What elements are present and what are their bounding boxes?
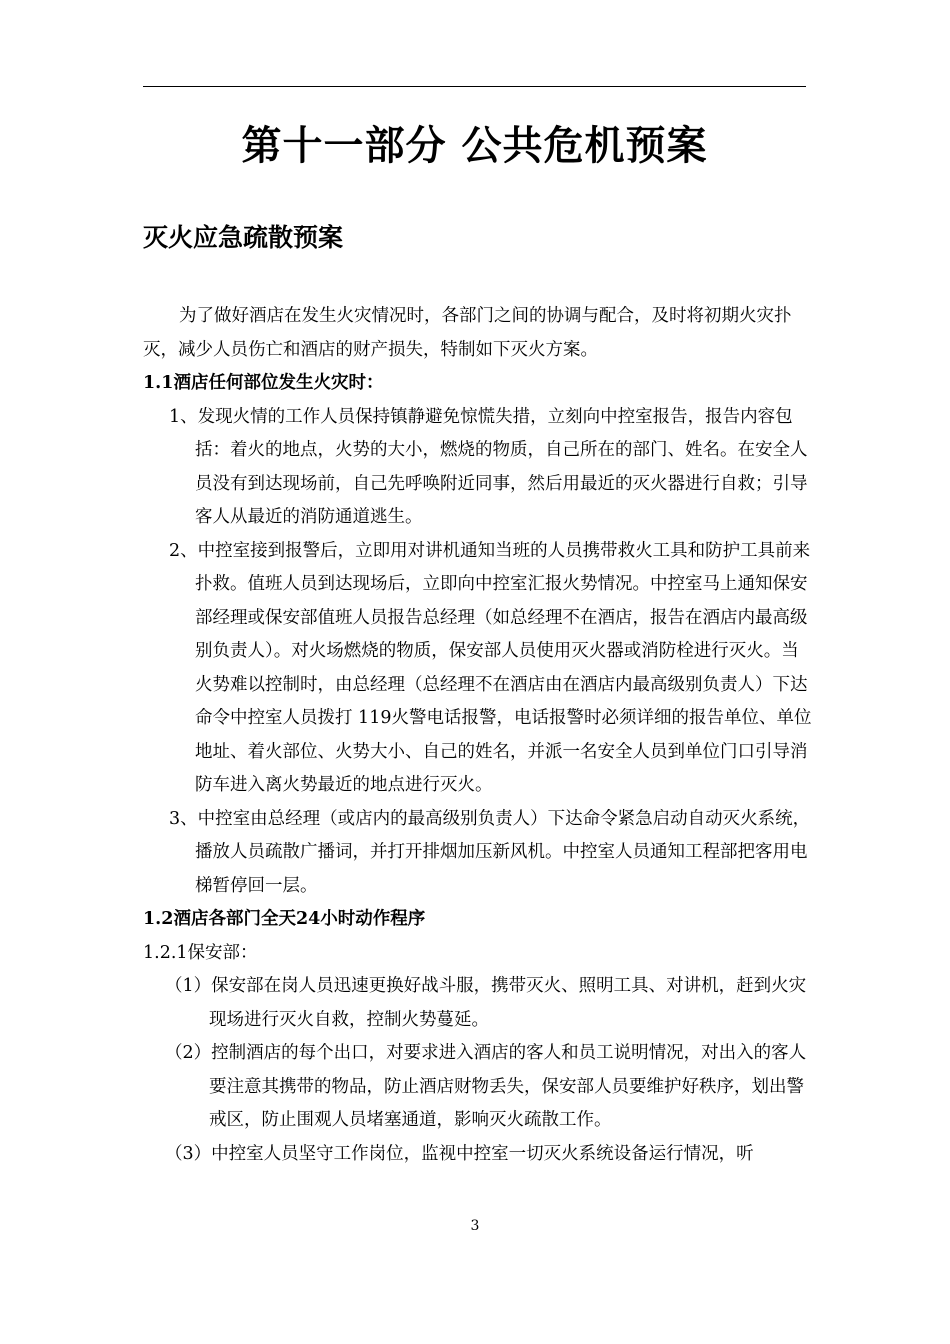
page-number: 3 <box>470 1218 480 1234</box>
section-heading-1-1: 1.1酒店任何部位发生火灾时： <box>143 373 384 393</box>
list-item: （2）控制酒店的每个出口，对要求进入酒店的客人和员工说明情况，对出入的客人要注意其携带的物品，防止酒店财物丢失，保安部人员要维护好秩序，划出警戒区，防止围观人员堵塞通道，影响灭火疏散工作。 <box>165 1043 807 1130</box>
page-title: 第十一部分 公共危机预案 <box>241 122 708 169</box>
section-heading-1-2: 1.2酒店各部门全天24小时动作程序 <box>143 909 426 929</box>
list-item: 2、中控室接到报警后，立即用对讲机通知当班的人员携带救火工具和防护工具前来扑救。值班人员到达现场后，立即向中控室汇报火势情况。中控室马上通知保安部经理或保安部值班人员报告总经理（如总经理不在酒店，报告在酒店内最高级别负责人）。对火场燃烧的物质，保安部人员使用灭火器或消防栓进行灭火。当火势难以控制时，由总经理（总经理不在酒店由在酒店内最高级别负责人）下达命令中控室人员拨打 119火警电话报警，电话报警时必须详细的报告单位、单位地址、着火部位、火势大小、自己的姓名，并派一名安全人员到单位门口引导消防车进入离火势最近的地点进行灭火。 <box>169 540 812 795</box>
document-body <box>143 300 813 1171</box>
section-heading-1-2-1: 1.2.1保安部： <box>143 942 258 963</box>
intro-paragraph: 为了做好酒店在发生火灾情况时，各部门之间的协调与配合，及时将初期火灾扑灭，减少人员伤亡和酒店的财产损失，特制如下灭火方案。 <box>143 306 792 360</box>
list-item: 3、中控室由总经理（或店内的最高级别负责人）下达命令紧急启动自动灭火系统，播放人员疏散广播词，并打开排烟加压新风机。中控室人员通知工程部把客用电梯暂停回一层。 <box>169 808 811 896</box>
list-item: （3）中控室人员坚守工作岗位，监视中控室一切灭火系统设备运行情况，听 <box>165 1143 754 1164</box>
list-item: 1、发现火情的工作人员保持镇静避免惊慌失措，立刻向中控室报告，报告内容包括：着火的地点，火势的大小，燃烧的物质，自己所在的部门、姓名。在安全人员没有到达现场前，自己先呼唤附近同事，然后用最近的灭火器进行自救；引导客人从最近的消防通道逃生。 <box>169 406 808 527</box>
header-rule <box>143 86 806 87</box>
section-subtitle: 灭火应急疏散预案 <box>143 223 344 252</box>
list-item: （1）保安部在岗人员迅速更换好战斗服，携带灭火、照明工具、对讲机，赶到火灾现场进行灭火自救，控制火势蔓延。 <box>165 976 807 1030</box>
